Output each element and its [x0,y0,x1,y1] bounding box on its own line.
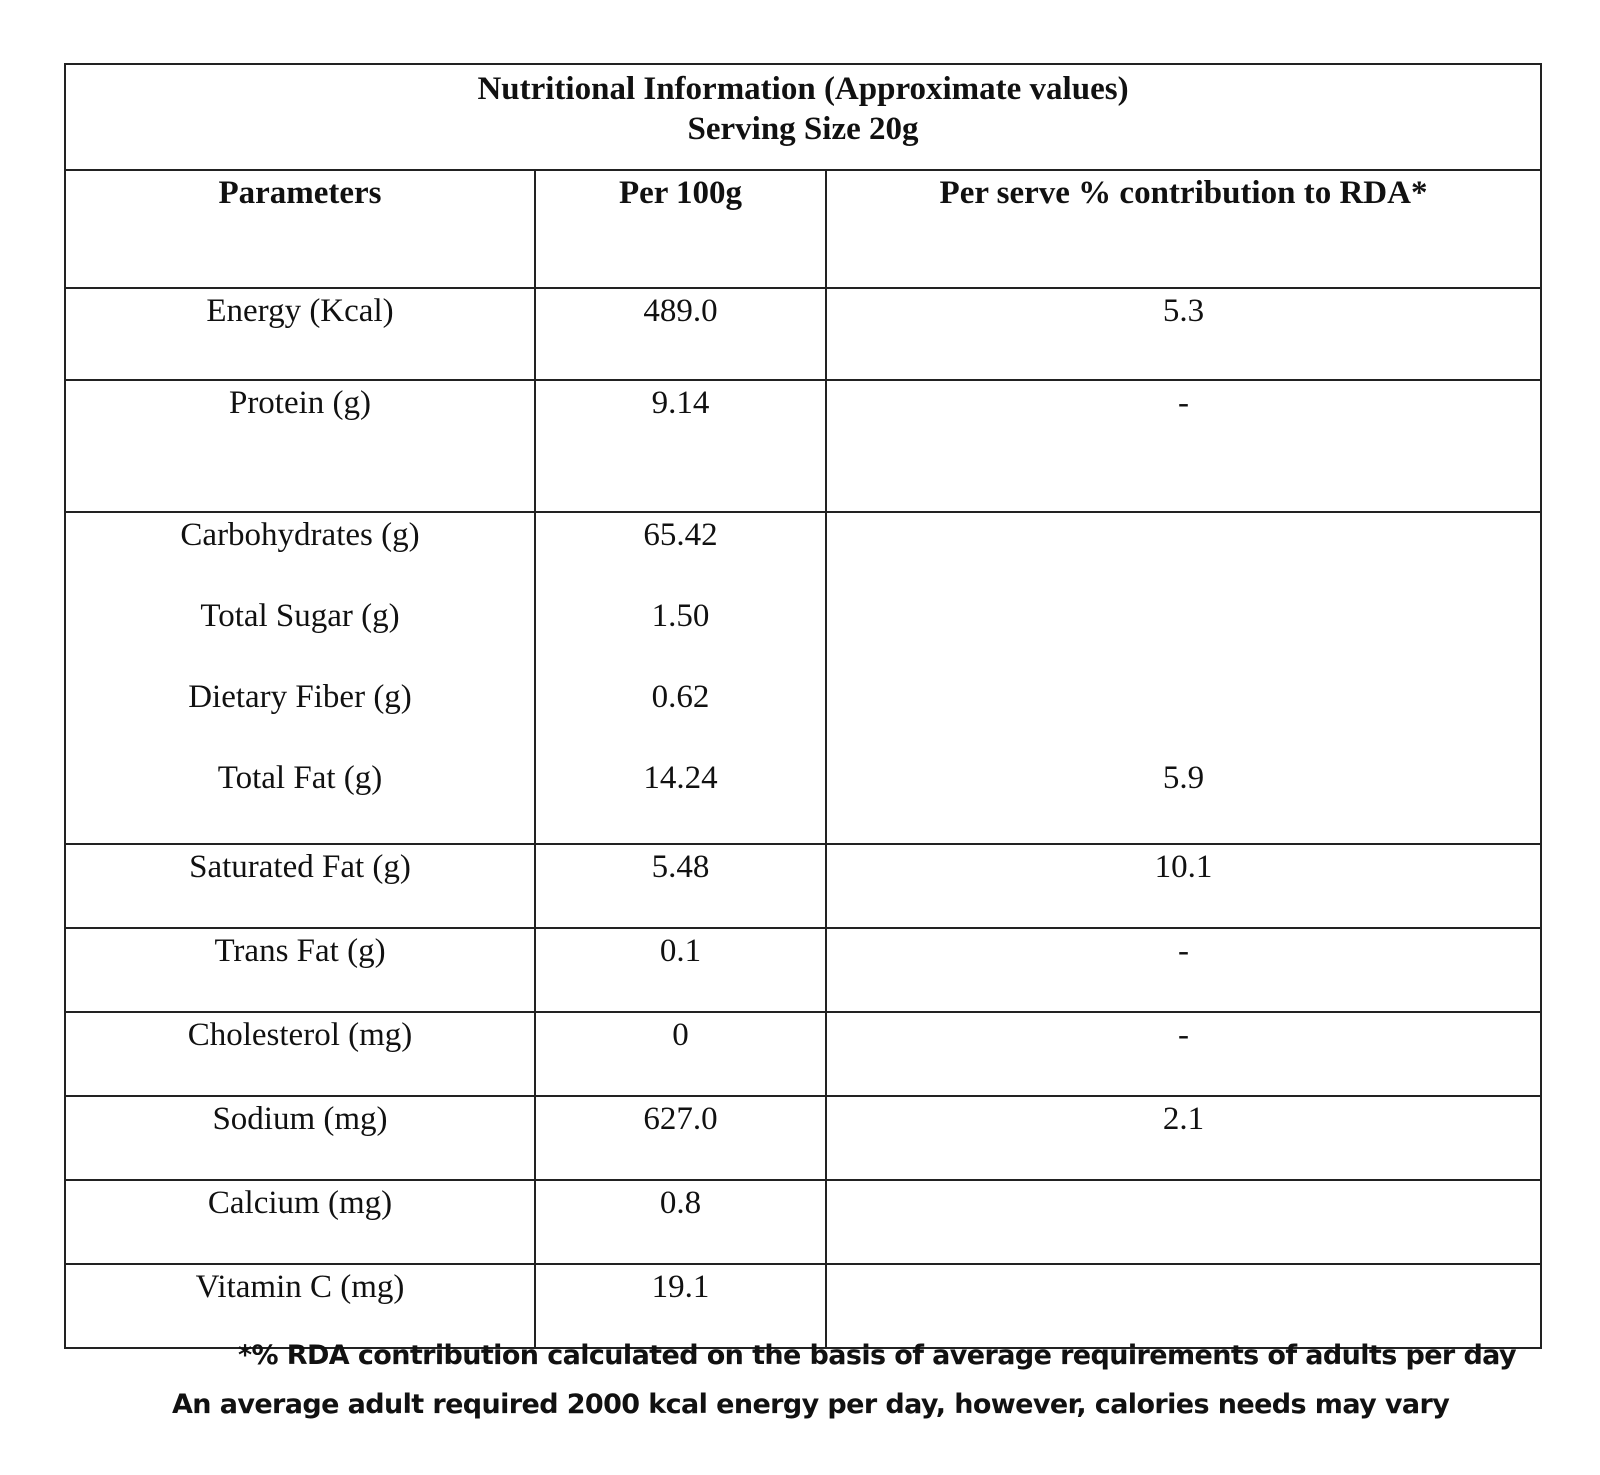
value-total-fat: 14.24 [643,760,718,796]
rda-cell-group [826,512,1541,844]
per-100g-cell: 0 [535,1012,826,1096]
table-row-cholesterol [65,1012,1541,1096]
nutrition-table [64,63,1542,1349]
parameter-cell: Vitamin C (mg) [65,1264,535,1348]
rda-cell: 10.1 [826,844,1541,928]
parameter-cell: Cholesterol (mg) [65,1012,535,1096]
rda-cell: 2.1 [826,1096,1541,1180]
per-100g-cell: 489.0 [535,288,826,380]
parameter-dietary-fiber: Dietary Fiber (g) [188,679,412,715]
rda-cell: - [826,1012,1541,1096]
parameter-cell: Sodium (mg) [65,1096,535,1180]
table-row-saturated-fat [65,844,1541,928]
value-carbohydrates: 65.42 [643,517,718,553]
parameter-cell-group [65,512,535,844]
per-100g-cell: 0.8 [535,1180,826,1264]
header-parameters: Parameters [65,170,535,288]
parameter-carbohydrates: Carbohydrates (g) [180,517,420,553]
rda-total-sugar [827,600,1540,681]
rda-total-fat: 5.9 [1162,760,1205,796]
table-title-cell [65,64,1541,170]
per-100g-cell: 5.48 [535,844,826,928]
rda-carbohydrates [827,519,1540,600]
table-row-trans-fat [65,928,1541,1012]
parameter-cell: Energy (Kcal) [65,288,535,380]
title-row [65,64,1541,170]
rda-cell [826,1180,1541,1264]
parameter-cell: Saturated Fat (g) [65,844,535,928]
per-100g-cell: 9.14 [535,380,826,512]
header-rda: Per serve % contribution to RDA* [826,170,1541,288]
per-100g-cell: 0.1 [535,928,826,1012]
per-100g-cell-group [535,512,826,844]
rda-cell: 5.3 [826,288,1541,380]
table-row-carbs-group [65,512,1541,844]
serving-size: Serving Size 20g [687,111,919,147]
parameter-cell: Protein (g) [65,380,535,512]
table-row-protein [65,380,1541,512]
parameter-cell: Trans Fat (g) [65,928,535,1012]
parameter-total-fat: Total Fat (g) [217,760,383,796]
footnote-rda: *% RDA contribution calculated on the basis of average requirements of adults per day [238,1340,1516,1371]
table-row-sodium [65,1096,1541,1180]
footnote-energy: An average adult required 2000 kcal energy per day, however, calories needs may vary [172,1389,1450,1420]
table-title: Nutritional Information (Approximate values) [477,71,1129,107]
parameter-total-sugar: Total Sugar (g) [200,598,400,634]
rda-dietary-fiber [827,681,1540,762]
table-row-vitamin-c [65,1264,1541,1348]
header-row [65,170,1541,288]
header-per-100g: Per 100g [535,170,826,288]
value-total-sugar: 1.50 [651,598,710,634]
value-dietary-fiber: 0.62 [651,679,710,715]
table-row-calcium [65,1180,1541,1264]
table-row-energy [65,288,1541,380]
parameter-cell: Calcium (mg) [65,1180,535,1264]
rda-cell [826,1264,1541,1348]
rda-cell: - [826,380,1541,512]
rda-cell: - [826,928,1541,1012]
per-100g-cell: 627.0 [535,1096,826,1180]
per-100g-cell: 19.1 [535,1264,826,1348]
